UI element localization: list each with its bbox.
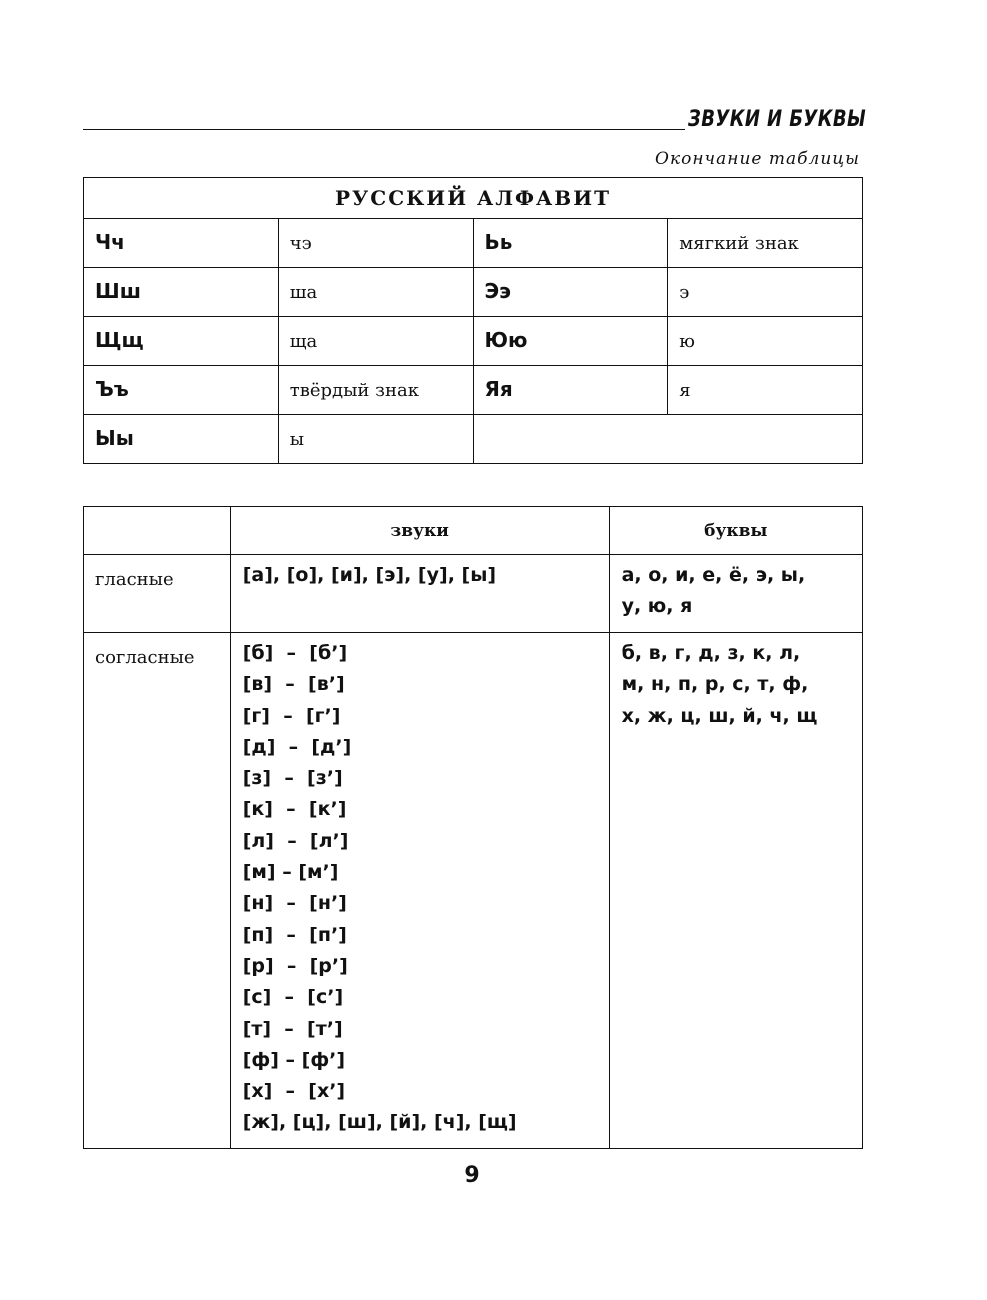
sound-pair: [р] – [р’] (242, 954, 348, 977)
header-rule (83, 129, 685, 130)
consonants-row (84, 633, 863, 1149)
letter-name-cell: мягкий знак (668, 219, 863, 268)
letter-cell: Яя (473, 366, 668, 415)
vowel-letters (610, 555, 862, 623)
header-letters: буквы (609, 507, 862, 555)
letter-cell: Ыы (84, 415, 279, 464)
sound-pair: [м] – [м’] (242, 861, 339, 884)
vowels-row (84, 555, 863, 633)
vowel-sounds: [а], [о], [и], [э], [у], [ы] (242, 564, 497, 586)
letter-name-cell: я (668, 366, 863, 415)
consonant-letters (610, 633, 862, 732)
empty-cell (473, 415, 863, 464)
letter-name-cell: ы (278, 415, 473, 464)
consonant-letters-cell (609, 633, 862, 1149)
sound-pair: [г] – [г’] (242, 704, 341, 727)
sound-pair: [д] – [д’] (242, 735, 352, 758)
alphabet-row (84, 219, 863, 268)
letters-line: у, ю, я (621, 595, 693, 618)
header-sounds: звуки (230, 507, 609, 555)
sound-pair: [ф] – [ф’] (242, 1048, 346, 1071)
letter-name-cell: ща (278, 317, 473, 366)
sound-pair: [к] – [к’] (242, 798, 347, 821)
vowel-sounds-cell (230, 555, 609, 633)
sound-pair: [т] – [т’] (242, 1017, 343, 1040)
sounds-letters-table (83, 506, 863, 1149)
letter-cell: Шш (84, 268, 279, 317)
sound-pair: [б] – [б’] (242, 642, 348, 664)
section-title: ЗВУКИ И БУКВЫ (688, 107, 867, 132)
sound-pair: [з] – [з’] (242, 767, 343, 790)
sound-pair: [н] – [н’] (242, 892, 347, 915)
letter-name-cell: твёрдый знак (278, 366, 473, 415)
letter-cell: Чч (84, 219, 279, 268)
letter-cell: Юю (473, 317, 668, 366)
sound-pair: [х] – [х’] (242, 1080, 346, 1103)
consonant-sounds (231, 633, 609, 1139)
alphabet-row (84, 317, 863, 366)
sounds-header-row (84, 507, 863, 555)
alphabet-row (84, 366, 863, 415)
letter-name-cell: чэ (278, 219, 473, 268)
vowels-label: гласные (84, 555, 231, 633)
letters-line: б, в, г, д, з, к, л, (621, 642, 801, 664)
letter-cell: Щщ (84, 317, 279, 366)
alphabet-row (84, 415, 863, 464)
table-continuation-note: Окончание таблицы (655, 149, 860, 169)
sound-pair: [л] – [л’] (242, 829, 349, 852)
alphabet-table (83, 177, 863, 464)
letter-cell: Ъъ (84, 366, 279, 415)
page-number: 9 (464, 1163, 480, 1188)
alphabet-row (84, 268, 863, 317)
letter-name-cell: ша (278, 268, 473, 317)
letter-name-cell: ю (668, 317, 863, 366)
letter-cell: Ьь (473, 219, 668, 268)
sound-pair: [с] – [с’] (242, 986, 344, 1009)
letters-line: м, н, п, р, с, т, ф, (621, 673, 809, 696)
letters-line: а, о, и, е, ё, э, ы, (621, 564, 806, 586)
vowel-letters-cell (609, 555, 862, 633)
consonants-label: согласные (84, 633, 231, 1149)
consonant-sounds-cell (230, 633, 609, 1149)
unpaired-sounds: [ж], [ц], [ш], [й], [ч], [щ] (242, 1111, 517, 1134)
letter-name-cell: э (668, 268, 863, 317)
sound-pair: [в] – [в’] (242, 673, 345, 696)
header-empty-cell (84, 507, 231, 555)
alphabet-title-row (84, 178, 863, 219)
letters-line: х, ж, ц, ш, й, ч, щ (621, 704, 818, 727)
alphabet-title: РУССКИЙ АЛФАВИТ (84, 178, 863, 219)
sound-pair: [п] – [п’] (242, 923, 347, 946)
letter-cell: Ээ (473, 268, 668, 317)
